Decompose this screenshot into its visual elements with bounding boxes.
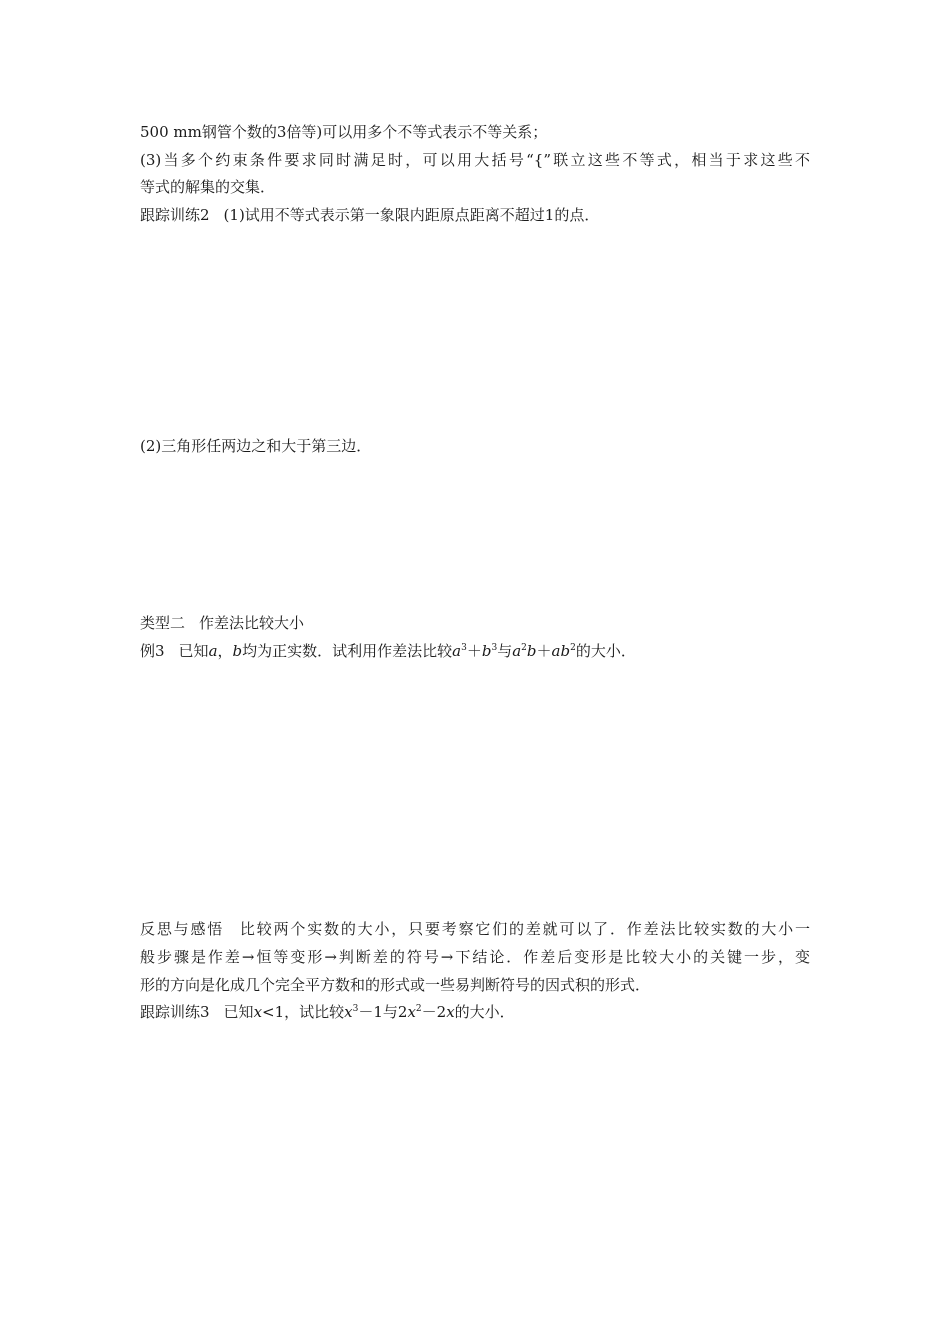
text: 等式的解集的交集．: [140, 178, 276, 196]
text: (3)当多个约束条件要求同时满足时，可以用大括号“{”联立这些不等式，相当于求这些不: [140, 151, 810, 169]
operator: ＋: [536, 642, 552, 660]
var-x: x: [344, 1003, 353, 1021]
text: 500 mm钢管个数的3倍等)可以用多个不等式表示不等关系；: [140, 123, 548, 141]
practice-2-q2: [140, 436, 371, 456]
text: ，: [217, 642, 233, 660]
text: －1与2: [358, 1003, 408, 1021]
text: 均为正实数．试利用作差法比较: [242, 642, 453, 660]
text: 已知: [223, 1003, 254, 1021]
text: 形的方向是化成几个完全平方数和的形式或一些易判断符号的因式积的形式．: [140, 976, 651, 994]
text: 已知: [178, 642, 209, 660]
exponent: 3: [491, 643, 498, 653]
exponent: 2: [521, 643, 527, 653]
text-line-2: [140, 150, 810, 170]
text: 般步骤是作差→恒等变形→判断差的符号→下结论．作差后变形是比较大小的关键一步，变: [140, 948, 810, 966]
question-text: (1)试用不等式表示第一象限内距原点距离不超过1的点．: [223, 206, 600, 224]
exponent: 3: [461, 643, 467, 653]
text: －2: [421, 1003, 447, 1021]
practice-3: [140, 1002, 515, 1022]
example-label: 例3: [140, 642, 165, 660]
text-line-1: [140, 122, 547, 142]
practice-2-q1: [140, 205, 599, 225]
section-title: 作差法比较大小: [199, 614, 305, 632]
reflection-label: 反思与感悟: [140, 920, 225, 938]
text: 的大小．: [575, 642, 636, 660]
section-type-2: [140, 613, 304, 633]
reflection-line-3: [140, 975, 650, 995]
practice-label: 跟踪训练3: [140, 1003, 210, 1021]
exponent: 3: [352, 1004, 359, 1014]
var-x: x: [253, 1003, 263, 1021]
exponent: 2: [570, 643, 576, 653]
text: 与: [497, 642, 513, 660]
var-b: b: [232, 642, 243, 660]
practice-label: 跟踪训练2: [140, 206, 210, 224]
var-a: a: [512, 642, 522, 660]
section-label: 类型二: [140, 614, 186, 632]
text: 的大小．: [454, 1003, 515, 1021]
var-x: x: [446, 1003, 455, 1021]
var-ab: ab: [551, 642, 571, 660]
var-a: a: [208, 642, 218, 660]
var-x: x: [407, 1003, 416, 1021]
reflection-line-1: [140, 919, 810, 939]
reflection-line-2: [140, 947, 810, 967]
var-a: a: [452, 642, 462, 660]
text: <1，试比较: [262, 1003, 345, 1021]
example-3: [140, 641, 636, 661]
question-text: (2)三角形任两边之和大于第三边．: [140, 437, 372, 455]
operator: ＋: [466, 642, 482, 660]
text: 比较两个实数的大小，只要考察它们的差就可以了．作差法比较实数的大小一: [238, 920, 810, 938]
var-b: b: [481, 642, 492, 660]
text-line-3: [140, 177, 275, 197]
var-b: b: [526, 642, 537, 660]
exponent: 2: [415, 1004, 422, 1014]
